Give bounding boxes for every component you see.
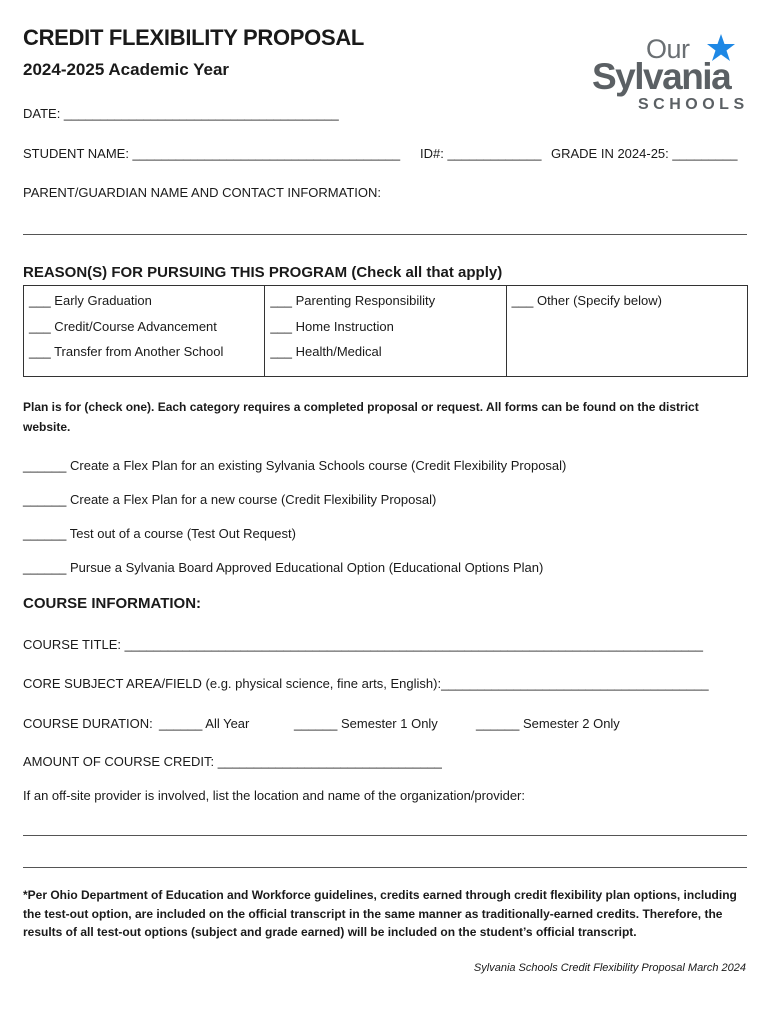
reasons-column-1 <box>24 286 265 377</box>
reasons-column-3 <box>506 286 747 377</box>
logo-our-text: Our <box>646 34 690 64</box>
parent-info-label: PARENT/GUARDIAN NAME AND CONTACT INFORMATION: <box>23 185 382 200</box>
reason-other[interactable]: ___ Other (Specify below) <box>511 293 662 308</box>
reason-transfer[interactable]: ___ Transfer from Another School <box>29 344 224 359</box>
plan-option-new-course[interactable]: ______ Create a Flex Plan for a new course (Credit Flexibility Proposal) <box>23 492 437 507</box>
course-title-field[interactable]: COURSE TITLE: ________________________________________________________________________________ <box>23 637 704 652</box>
course-info-heading: COURSE INFORMATION: <box>23 595 202 612</box>
grade-field[interactable]: GRADE IN 2024-25: _________ <box>551 146 738 161</box>
duration-semester-2[interactable]: ______ Semester 2 Only <box>476 716 620 731</box>
reason-home-instruction[interactable]: ___ Home Instruction <box>270 318 394 334</box>
logo-schools-text: SCHOOLS <box>638 96 749 113</box>
plan-instructions: Plan is for (check one). Each category requires a completed proposal or request. All forms can be found on the district website. <box>23 400 699 434</box>
duration-semester-1[interactable]: ______ Semester 1 Only <box>294 716 438 731</box>
reasons-heading: REASON(S) FOR PURSUING THIS PROGRAM (Check all that apply) <box>23 264 503 281</box>
date-field[interactable]: DATE: ______________________________________ <box>23 106 339 121</box>
plan-option-test-out[interactable]: ______ Test out of a course (Test Out Request) <box>23 526 296 541</box>
offsite-provider-line-2[interactable] <box>23 867 747 868</box>
course-credit-field[interactable]: AMOUNT OF COURSE CREDIT: _______________________________ <box>23 754 442 769</box>
transcript-note: *Per Ohio Department of Education and Workforce guidelines, credits earned through credit flexibility plan options, including the test-out option, are included on the official transcript in the same manner as traditionally-earned credits. Therefore, the results of all test-out options (subject and grade earned) will be included on the student’s official transcript. <box>23 888 737 939</box>
student-id-field[interactable]: ID#: _____________ <box>420 146 542 161</box>
offsite-provider-label: If an off-site provider is involved, list the location and name of the organization/provider: <box>23 788 525 803</box>
offsite-provider-line-1[interactable] <box>23 835 747 836</box>
reason-course-advancement[interactable]: ___ Credit/Course Advancement <box>29 318 217 334</box>
reason-parenting[interactable]: ___ Parenting Responsibility <box>270 293 436 308</box>
reasons-table <box>23 285 748 377</box>
reason-early-graduation[interactable]: ___ Early Graduation <box>29 293 152 308</box>
logo-sylvania-text: Sylvania <box>592 56 731 97</box>
page-title: CREDIT FLEXIBILITY PROPOSAL <box>23 25 365 50</box>
footer-text: Sylvania Schools Credit Flexibility Proposal March 2024 <box>473 962 746 974</box>
reason-health-medical[interactable]: ___ Health/Medical <box>270 344 382 359</box>
duration-all-year[interactable]: ______ All Year <box>159 716 250 731</box>
plan-option-educational-option[interactable]: ______ Pursue a Sylvania Board Approved Educational Option (Educational Options Plan) <box>23 560 544 575</box>
academic-year: 2024-2025 Academic Year <box>23 60 230 79</box>
course-duration-label: COURSE DURATION: <box>23 716 153 731</box>
plan-option-existing-course[interactable]: ______ Create a Flex Plan for an existing Sylvania Schools course (Credit Flexibility Proposal) <box>23 458 567 473</box>
reasons-column-2 <box>265 286 506 377</box>
sylvania-schools-logo <box>592 34 749 116</box>
student-name-field[interactable]: STUDENT NAME: _____________________________________ <box>23 146 401 161</box>
subject-area-field[interactable]: CORE SUBJECT AREA/FIELD (e.g. physical science, fine arts, English):_____________________________________ <box>23 676 709 691</box>
parent-info-line[interactable] <box>23 234 747 235</box>
